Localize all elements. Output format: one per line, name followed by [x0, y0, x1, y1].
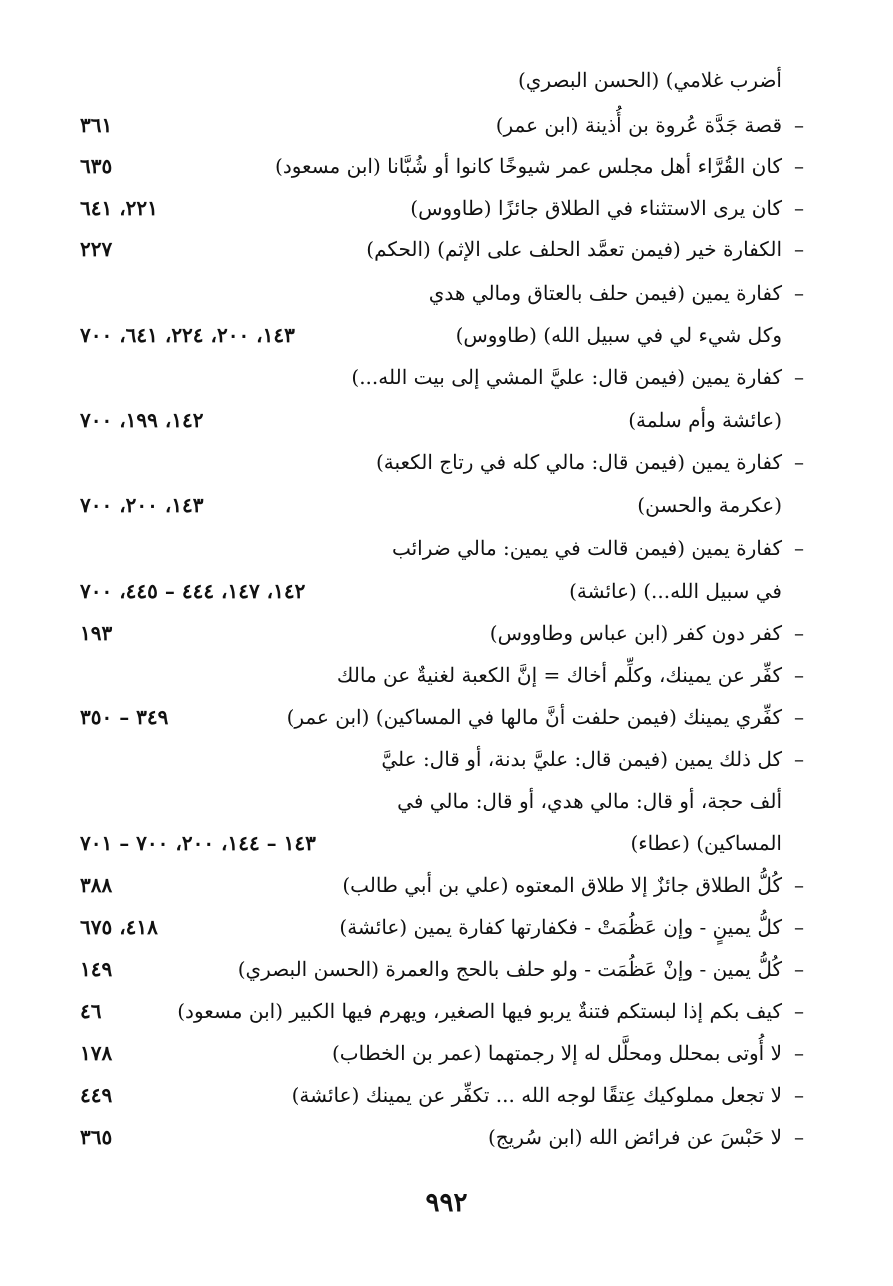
index-entry [80, 59, 810, 101]
entry-text: لا تجعل مملوكيك عِتقًا لوجه الله ... تكفِّر عن يمينك (عائشة) [291, 1083, 782, 1107]
entry-dash: – [794, 705, 804, 729]
entry-dash: – [794, 999, 804, 1023]
index-entry [80, 527, 810, 569]
entry-page-refs: ١٩٣ [80, 621, 113, 645]
index-entry [80, 228, 810, 270]
entry-text: كفر دون كفر (ابن عباس وطاووس) [489, 621, 782, 645]
entry-dash: – [794, 1041, 804, 1065]
index-entry [80, 864, 810, 906]
entry-page-refs: ١٤٢، ١٩٩، ٧٠٠ [80, 408, 204, 432]
entry-page-refs: ٦٣٥ [80, 154, 113, 178]
index-entry [80, 1032, 810, 1074]
entry-text: كلُّ يمينٍ - وإن عَظُمَتْ - فكفارتها كفارة يمين (عائشة) [339, 915, 782, 939]
entry-text: المساكين) (عطاء) [630, 831, 782, 855]
index-entry [80, 484, 810, 526]
entry-dash: – [794, 663, 804, 687]
entry-dash: – [794, 536, 804, 560]
entry-text: كل ذلك يمين (فيمن قال: عليَّ بدنة، أو قال: عليَّ [381, 747, 782, 771]
index-entry [80, 738, 810, 780]
index-entry [80, 399, 810, 441]
entry-page-refs: ١٤٣، ٢٠٠، ٢٢٤، ٦٤١، ٧٠٠ [80, 323, 295, 347]
entry-dash: – [794, 154, 804, 178]
entry-page-refs: ١٤٩ [80, 957, 113, 981]
entry-dash: – [794, 621, 804, 645]
entry-page-refs: ٢٢١، ٦٤١ [80, 196, 158, 220]
index-entry [80, 570, 810, 612]
entry-page-refs: ١٤٢، ١٤٧، ٤٤٤ – ٤٤٥، ٧٠٠ [80, 579, 306, 603]
entry-text: في سبيل الله...) (عائشة) [569, 579, 782, 603]
index-entry [80, 780, 810, 822]
index-entry [80, 314, 810, 356]
entry-dash: – [794, 196, 804, 220]
entry-text: كان القُرَّاء أهل مجلس عمر شيوخًا كانوا أو شُبَّانا (ابن مسعود) [275, 154, 782, 178]
entry-text: الكفارة خير (فيمن تعمَّد الحلف على الإثم) (الحكم) [366, 237, 782, 261]
entry-page-refs: ١٤٣، ٢٠٠، ٧٠٠ [80, 493, 204, 517]
index-entry [80, 145, 810, 187]
entry-dash: – [794, 113, 804, 137]
index-entry [80, 906, 810, 948]
entry-text: كفِّر عن يمينك، وكلِّم أخاك = إنَّ الكعبة لغنيةٌ عن مالك [336, 663, 782, 687]
entry-text: كفارة يمين (فيمن قال: عليَّ المشي إلى بيت الله...) [351, 365, 782, 389]
index-entry [80, 1074, 810, 1116]
index-entry [80, 187, 810, 229]
entry-dash: – [794, 957, 804, 981]
entry-dash: – [794, 237, 804, 261]
entry-text: كيف بكم إذا لبستكم فتنةٌ يربو فيها الصغير، ويهرم فيها الكبير (ابن مسعود) [177, 999, 782, 1023]
page-number: ٩٩٢ [425, 1188, 468, 1218]
entry-text: (عائشة وأم سلمة) [628, 408, 782, 432]
entry-text: كفارة يمين (فيمن قال: مالي كله في رتاج الكعبة) [375, 450, 782, 474]
index-entry [80, 822, 810, 864]
entry-page-refs: ٣٦٥ [80, 1125, 113, 1149]
entry-page-refs: ٤٦ [80, 999, 102, 1023]
entry-text: كفارة يمين (فيمن قالت في يمين: مالي ضرائب [391, 536, 782, 560]
entry-text: وكل شيء لي في سبيل الله) (طاووس) [455, 323, 782, 347]
index-entry [80, 356, 810, 398]
index-entry [80, 441, 810, 483]
entry-page-refs: ٣٦١ [80, 113, 113, 137]
index-entry [80, 948, 810, 990]
entry-text: أضرب غلامي) (الحسن البصري) [517, 68, 782, 92]
entry-dash: – [794, 281, 804, 305]
entry-dash: – [794, 1125, 804, 1149]
entry-dash: – [794, 450, 804, 474]
entry-page-refs: ٣٨٨ [80, 873, 113, 897]
entry-page-refs: ١٧٨ [80, 1041, 113, 1065]
index-entry [80, 990, 810, 1032]
entry-text: كفارة يمين (فيمن حلف بالعتاق ومالي هدي [428, 281, 782, 305]
index-entry [80, 654, 810, 696]
entry-text: كُلُّ يمين - وإنْ عَظُمَت - ولو حلف بالحج والعمرة (الحسن البصري) [237, 957, 782, 981]
entry-text: (عكرمة والحسن) [637, 493, 782, 517]
entry-text: لا أُوتى بمحلل ومحلَّل له إلا رجمتهما (عمر بن الخطاب) [331, 1041, 782, 1065]
index-entry [80, 272, 810, 314]
entry-text: قصة جَدَّة عُروة بن أُذينة (ابن عمر) [495, 113, 782, 137]
entry-dash: – [794, 873, 804, 897]
entry-text: كفِّري يمينك (فيمن حلفت أنَّ مالها في المساكين) (ابن عمر) [286, 705, 782, 729]
index-entry [80, 1116, 810, 1158]
entry-dash: – [794, 747, 804, 771]
entry-page-refs: ١٤٣ – ١٤٤، ٢٠٠، ٧٠٠ – ٧٠١ [80, 831, 316, 855]
entry-page-refs: ٤١٨، ٦٧٥ [80, 915, 158, 939]
entry-page-refs: ٢٢٧ [80, 237, 113, 261]
index-entry [80, 696, 810, 738]
entry-text: لا حَبْسَ عن فرائض الله (ابن سُريج) [487, 1125, 782, 1149]
entry-page-refs: ٤٤٩ [80, 1083, 113, 1107]
entry-text: ألف حجة، أو قال: مالي هدي، أو قال: مالي في [397, 789, 782, 813]
entry-page-refs: ٣٤٩ – ٣٥٠ [80, 705, 169, 729]
entry-text: كُلُّ الطلاق جائزٌ إلا طلاق المعتوه (علي بن أبي طالب) [342, 873, 782, 897]
entry-dash: – [794, 1083, 804, 1107]
index-entry [80, 612, 810, 654]
entry-dash: – [794, 365, 804, 389]
index-entry [80, 104, 810, 146]
entry-text: كان يرى الاستثناء في الطلاق جائزًا (طاووس) [410, 196, 782, 220]
entry-dash: – [794, 915, 804, 939]
